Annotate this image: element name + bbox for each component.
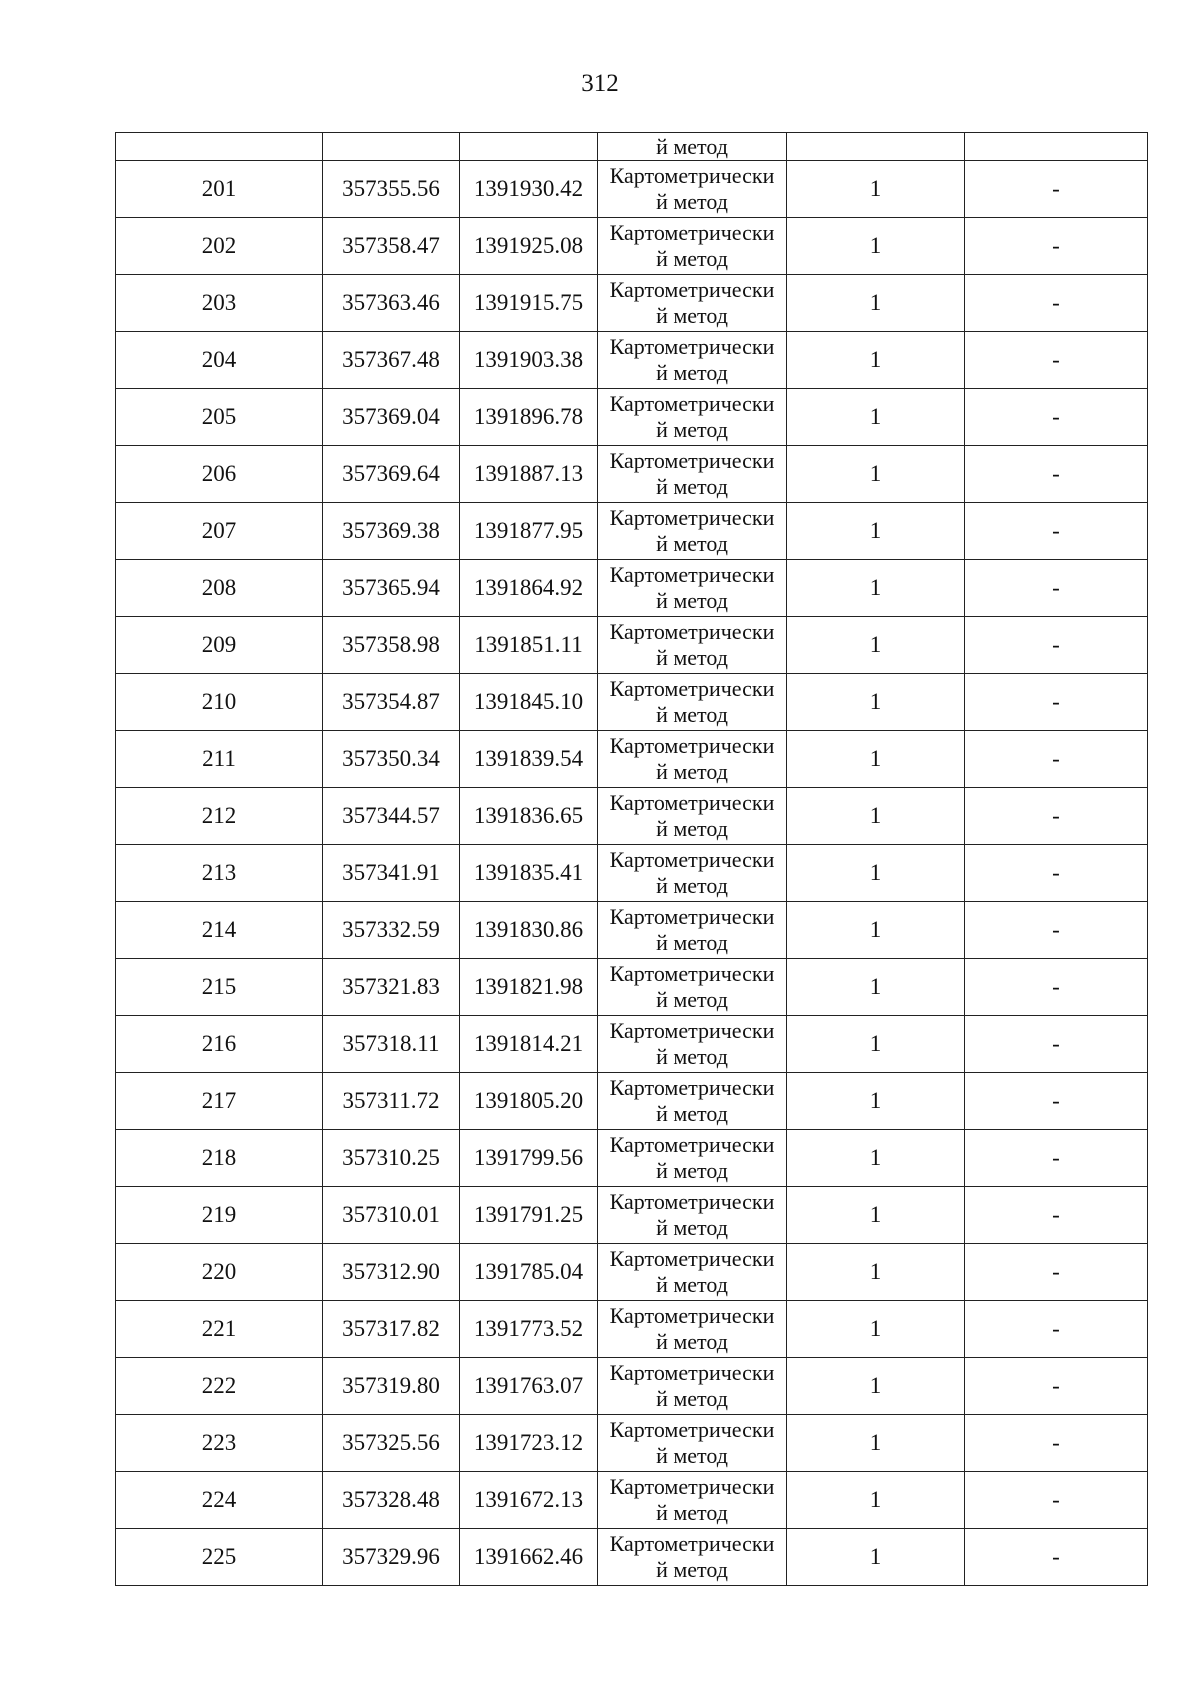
method-line-1: Картометрически: [609, 676, 775, 701]
cell-num: 225: [116, 1529, 323, 1586]
method-line-1: Картометрически: [609, 220, 775, 245]
method-line-2: й метод: [656, 873, 728, 898]
table-row: [116, 731, 1148, 788]
cell-y: 1391814.21: [460, 1016, 598, 1073]
cell-y: 1391896.78: [460, 389, 598, 446]
cell-y: 1391930.42: [460, 161, 598, 218]
cell-accuracy: 1: [787, 674, 965, 731]
cell-y: 1391791.25: [460, 1187, 598, 1244]
cell-method: [598, 1472, 787, 1529]
cell-method: [598, 332, 787, 389]
cell-note: -: [965, 446, 1148, 503]
method-line-1: Картометрически: [609, 1303, 775, 1328]
cell-y: [460, 133, 598, 161]
cell-note: -: [965, 1301, 1148, 1358]
cell-method: [598, 389, 787, 446]
method-line-2: й метод: [656, 474, 728, 499]
method-line-1: Картометрически: [609, 391, 775, 416]
cell-note: -: [965, 845, 1148, 902]
table-row: [116, 1130, 1148, 1187]
cell-y: 1391925.08: [460, 218, 598, 275]
cell-note: -: [965, 1472, 1148, 1529]
cell-method: [598, 959, 787, 1016]
continued-row: [116, 133, 1148, 161]
cell-method: [598, 446, 787, 503]
cell-method: [598, 1358, 787, 1415]
cell-x: 357325.56: [323, 1415, 460, 1472]
method-line-1: Картометрически: [609, 1018, 775, 1043]
method-line-1: Картометрически: [609, 163, 775, 188]
table-row: [116, 1187, 1148, 1244]
table-row: [116, 446, 1148, 503]
method-line-2: й метод: [656, 303, 728, 328]
cell-accuracy: 1: [787, 902, 965, 959]
cell-method: [598, 902, 787, 959]
cell-note: -: [965, 560, 1148, 617]
cell-note: -: [965, 1244, 1148, 1301]
coordinates-table: [115, 132, 1148, 1586]
cell-note: -: [965, 218, 1148, 275]
table-row: [116, 1016, 1148, 1073]
cell-num: 216: [116, 1016, 323, 1073]
cell-accuracy: 1: [787, 617, 965, 674]
cell-accuracy: 1: [787, 503, 965, 560]
cell-method: [598, 1016, 787, 1073]
method-line-2: й метод: [656, 759, 728, 784]
cell-method: [598, 1301, 787, 1358]
table-row: [116, 218, 1148, 275]
cell-num: [116, 133, 323, 161]
table-row: [116, 674, 1148, 731]
cell-note: -: [965, 1529, 1148, 1586]
cell-accuracy: 1: [787, 1472, 965, 1529]
method-line-2: й метод: [656, 588, 728, 613]
cell-x: 357367.48: [323, 332, 460, 389]
method-line-2: й метод: [656, 1386, 728, 1411]
cell-num: 223: [116, 1415, 323, 1472]
cell-x: 357319.80: [323, 1358, 460, 1415]
cell-num: 218: [116, 1130, 323, 1187]
method-line-1: Картометрически: [609, 961, 775, 986]
method-line-2: й метод: [656, 1044, 728, 1069]
cell-num: 210: [116, 674, 323, 731]
cell-x: 357344.57: [323, 788, 460, 845]
cell-x: [323, 133, 460, 161]
cell-method: [598, 1244, 787, 1301]
cell-method: [598, 503, 787, 560]
table-row: [116, 332, 1148, 389]
cell-num: 212: [116, 788, 323, 845]
method-line-2: й метод: [656, 645, 728, 670]
method-line-1: Картометрически: [609, 733, 775, 758]
method-line-1: Картометрически: [609, 334, 775, 359]
cell-x: 357332.59: [323, 902, 460, 959]
cell-y: 1391662.46: [460, 1529, 598, 1586]
cell-y: 1391903.38: [460, 332, 598, 389]
cell-num: 217: [116, 1073, 323, 1130]
method-line-2: й метод: [656, 1329, 728, 1354]
cell-accuracy: 1: [787, 218, 965, 275]
cell-num: 204: [116, 332, 323, 389]
cell-x: 357363.46: [323, 275, 460, 332]
cell-note: -: [965, 1358, 1148, 1415]
cell-y: 1391864.92: [460, 560, 598, 617]
table-row: [116, 161, 1148, 218]
table-row: [116, 1529, 1148, 1586]
cell-accuracy: 1: [787, 1301, 965, 1358]
cell-num: 207: [116, 503, 323, 560]
cell-note: -: [965, 1073, 1148, 1130]
method-line-2: й метод: [656, 189, 728, 214]
method-line-2: й метод: [656, 360, 728, 385]
cell-num: 205: [116, 389, 323, 446]
cell-method: [598, 1073, 787, 1130]
cell-x: 357358.47: [323, 218, 460, 275]
table-body: [116, 133, 1148, 1586]
table-row: [116, 1073, 1148, 1130]
cell-method: й метод: [598, 133, 787, 161]
cell-method: [598, 1130, 787, 1187]
method-line-2: й метод: [656, 246, 728, 271]
cell-y: 1391723.12: [460, 1415, 598, 1472]
cell-y: 1391851.11: [460, 617, 598, 674]
cell-accuracy: 1: [787, 1358, 965, 1415]
cell-y: 1391915.75: [460, 275, 598, 332]
cell-accuracy: 1: [787, 1244, 965, 1301]
cell-x: 357350.34: [323, 731, 460, 788]
method-line-1: Картометрически: [609, 1474, 775, 1499]
cell-y: 1391836.65: [460, 788, 598, 845]
cell-num: 214: [116, 902, 323, 959]
cell-y: 1391773.52: [460, 1301, 598, 1358]
method-line-1: Картометрически: [609, 562, 775, 587]
cell-x: 357329.96: [323, 1529, 460, 1586]
cell-y: 1391763.07: [460, 1358, 598, 1415]
cell-x: 357355.56: [323, 161, 460, 218]
method-line-1: Картометрически: [609, 904, 775, 929]
cell-x: 357365.94: [323, 560, 460, 617]
cell-note: -: [965, 1415, 1148, 1472]
cell-x: 357369.64: [323, 446, 460, 503]
cell-accuracy: 1: [787, 332, 965, 389]
cell-x: 357310.25: [323, 1130, 460, 1187]
method-line-2: й метод: [656, 702, 728, 727]
cell-y: 1391805.20: [460, 1073, 598, 1130]
cell-note: -: [965, 617, 1148, 674]
cell-note: -: [965, 161, 1148, 218]
cell-y: 1391785.04: [460, 1244, 598, 1301]
cell-accuracy: 1: [787, 731, 965, 788]
cell-note: -: [965, 674, 1148, 731]
table-row: [116, 959, 1148, 1016]
method-line-1: Картометрически: [609, 1075, 775, 1100]
cell-num: 208: [116, 560, 323, 617]
cell-note: -: [965, 1016, 1148, 1073]
cell-method: [598, 218, 787, 275]
method-line-2: й метод: [656, 1557, 728, 1582]
method-line-1: Картометрически: [609, 1246, 775, 1271]
cell-num: 220: [116, 1244, 323, 1301]
method-line-2: й метод: [656, 816, 728, 841]
method-line-2: й метод: [656, 531, 728, 556]
cell-note: -: [965, 959, 1148, 1016]
page-number: 312: [581, 70, 619, 97]
cell-num: 215: [116, 959, 323, 1016]
cell-accuracy: 1: [787, 959, 965, 1016]
table-row: [116, 560, 1148, 617]
cell-y: 1391877.95: [460, 503, 598, 560]
cell-y: 1391830.86: [460, 902, 598, 959]
cell-x: 357312.90: [323, 1244, 460, 1301]
cell-method: [598, 1415, 787, 1472]
cell-method: [598, 161, 787, 218]
cell-note: -: [965, 1130, 1148, 1187]
cell-x: 357358.98: [323, 617, 460, 674]
cell-y: 1391887.13: [460, 446, 598, 503]
cell-method: [598, 560, 787, 617]
cell-x: 357328.48: [323, 1472, 460, 1529]
cell-method: [598, 731, 787, 788]
cell-note: -: [965, 788, 1148, 845]
cell-method: [598, 788, 787, 845]
cell-note: -: [965, 275, 1148, 332]
cell-accuracy: 1: [787, 389, 965, 446]
method-line-1: Картометрически: [609, 619, 775, 644]
table-row: [116, 1244, 1148, 1301]
table-row: [116, 1415, 1148, 1472]
cell-accuracy: 1: [787, 1529, 965, 1586]
cell-x: 357311.72: [323, 1073, 460, 1130]
table-row: [116, 1472, 1148, 1529]
method-line-2: й метод: [656, 987, 728, 1012]
method-line-2: й метод: [656, 1215, 728, 1240]
cell-accuracy: 1: [787, 275, 965, 332]
cell-y: 1391835.41: [460, 845, 598, 902]
cell-y: 1391672.13: [460, 1472, 598, 1529]
method-line-2: й метод: [656, 1500, 728, 1525]
method-line-2: й метод: [656, 930, 728, 955]
cell-accuracy: 1: [787, 845, 965, 902]
method-line-1: Картометрически: [609, 1189, 775, 1214]
cell-method: [598, 674, 787, 731]
cell-accuracy: [787, 133, 965, 161]
cell-accuracy: 1: [787, 788, 965, 845]
cell-y: 1391845.10: [460, 674, 598, 731]
method-line-1: Картометрически: [609, 790, 775, 815]
cell-x: 357354.87: [323, 674, 460, 731]
table-row: [116, 788, 1148, 845]
method-line-1: Картометрически: [609, 277, 775, 302]
method-line-1: Картометрически: [609, 448, 775, 473]
cell-x: 357318.11: [323, 1016, 460, 1073]
method-line-1: Картометрически: [609, 1132, 775, 1157]
method-line-1: Картометрически: [609, 1417, 775, 1442]
cell-num: 202: [116, 218, 323, 275]
cell-x: 357341.91: [323, 845, 460, 902]
cell-y: 1391821.98: [460, 959, 598, 1016]
table-row: [116, 389, 1148, 446]
cell-note: [965, 133, 1148, 161]
cell-num: 201: [116, 161, 323, 218]
cell-note: -: [965, 332, 1148, 389]
cell-method: [598, 617, 787, 674]
cell-accuracy: 1: [787, 1130, 965, 1187]
table-row: [116, 845, 1148, 902]
table-row: [116, 1301, 1148, 1358]
cell-accuracy: 1: [787, 1016, 965, 1073]
table-row: [116, 1358, 1148, 1415]
cell-y: 1391839.54: [460, 731, 598, 788]
cell-method: [598, 1187, 787, 1244]
method-line-2: й метод: [656, 1158, 728, 1183]
cell-accuracy: 1: [787, 1073, 965, 1130]
cell-accuracy: 1: [787, 1187, 965, 1244]
cell-method: [598, 845, 787, 902]
cell-accuracy: 1: [787, 161, 965, 218]
cell-x: 357369.04: [323, 389, 460, 446]
cell-num: 203: [116, 275, 323, 332]
method-line-2: й метод: [656, 1101, 728, 1126]
cell-accuracy: 1: [787, 560, 965, 617]
method-line-2: й метод: [656, 417, 728, 442]
method-line-1: Картометрически: [609, 505, 775, 530]
cell-num: 211: [116, 731, 323, 788]
method-line-2: й метод: [656, 1443, 728, 1468]
cell-num: 206: [116, 446, 323, 503]
cell-x: 357310.01: [323, 1187, 460, 1244]
cell-num: 213: [116, 845, 323, 902]
table-row: [116, 275, 1148, 332]
method-line-2: й метод: [656, 1272, 728, 1297]
cell-note: -: [965, 902, 1148, 959]
method-line-1: Картометрически: [609, 1360, 775, 1385]
cell-x: 357369.38: [323, 503, 460, 560]
cell-method: [598, 275, 787, 332]
cell-y: 1391799.56: [460, 1130, 598, 1187]
cell-accuracy: 1: [787, 1415, 965, 1472]
cell-note: -: [965, 1187, 1148, 1244]
cell-num: 222: [116, 1358, 323, 1415]
cell-note: -: [965, 503, 1148, 560]
table-row: [116, 902, 1148, 959]
cell-num: 221: [116, 1301, 323, 1358]
cell-accuracy: 1: [787, 446, 965, 503]
cell-x: 357317.82: [323, 1301, 460, 1358]
method-line-1: Картометрически: [609, 847, 775, 872]
cell-note: -: [965, 389, 1148, 446]
method-line-1: Картометрически: [609, 1531, 775, 1556]
cell-num: 209: [116, 617, 323, 674]
cell-note: -: [965, 731, 1148, 788]
table-row: [116, 617, 1148, 674]
cell-method: [598, 1529, 787, 1586]
cell-num: 224: [116, 1472, 323, 1529]
cell-x: 357321.83: [323, 959, 460, 1016]
table-row: [116, 503, 1148, 560]
cell-num: 219: [116, 1187, 323, 1244]
